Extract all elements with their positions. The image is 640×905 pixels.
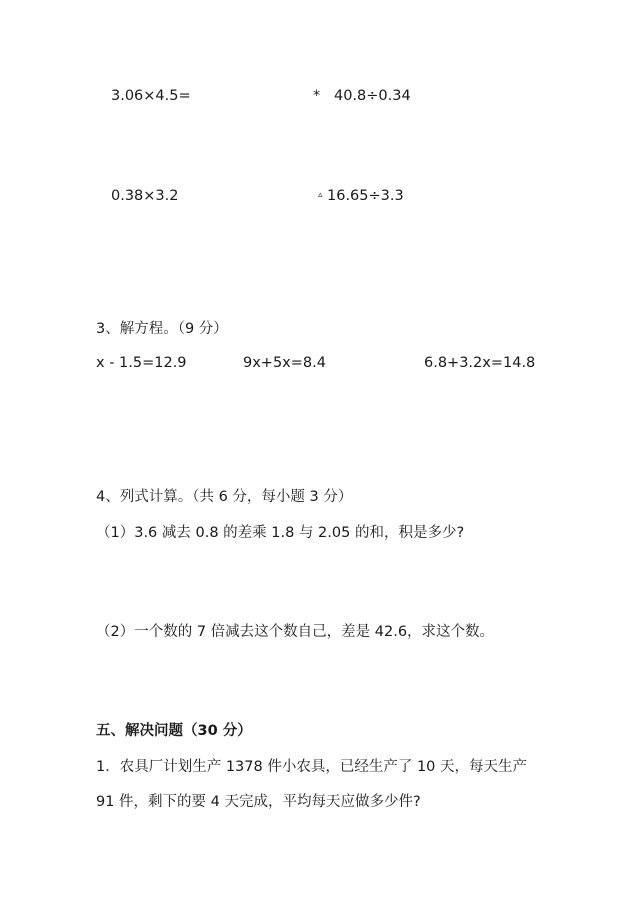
problem-1-line-2: 91 件，剩下的要 4 天完成，平均每天应做多少件? [96, 794, 421, 810]
calc-item-3: 0.38×3.2 [111, 188, 179, 204]
section-5-heading: 五、解决问题（30 分） [96, 723, 252, 739]
calc-marker-star: * [313, 88, 321, 104]
section-4-question-2: （2）一个数的 7 倍减去这个数自己，差是 42.6，求这个数。 [96, 624, 495, 640]
equation-2: 9x+5x=8.4 [243, 355, 326, 371]
section-4-question-1: （1）3.6 减去 0.8 的差乘 1.8 与 2.05 的和，积是多少? [96, 525, 465, 541]
calc-item-2: 40.8÷0.34 [334, 88, 411, 104]
calc-item-1: 3.06×4.5= [111, 88, 191, 104]
calc-marker-triangle: ▵ [318, 190, 323, 200]
equation-1: x - 1.5=12.9 [96, 355, 187, 371]
section-3-heading: 3、解方程。（9 分） [96, 321, 228, 337]
section-4-heading: 4、列式计算。（共 6 分，每小题 3 分） [96, 489, 353, 505]
problem-1-line-1: 1．农具厂计划生产 1378 件小农具，已经生产了 10 天，每天生产 [96, 759, 528, 775]
calc-item-4: 16.65÷3.3 [327, 188, 404, 204]
equation-3: 6.8+3.2x=14.8 [424, 355, 536, 371]
